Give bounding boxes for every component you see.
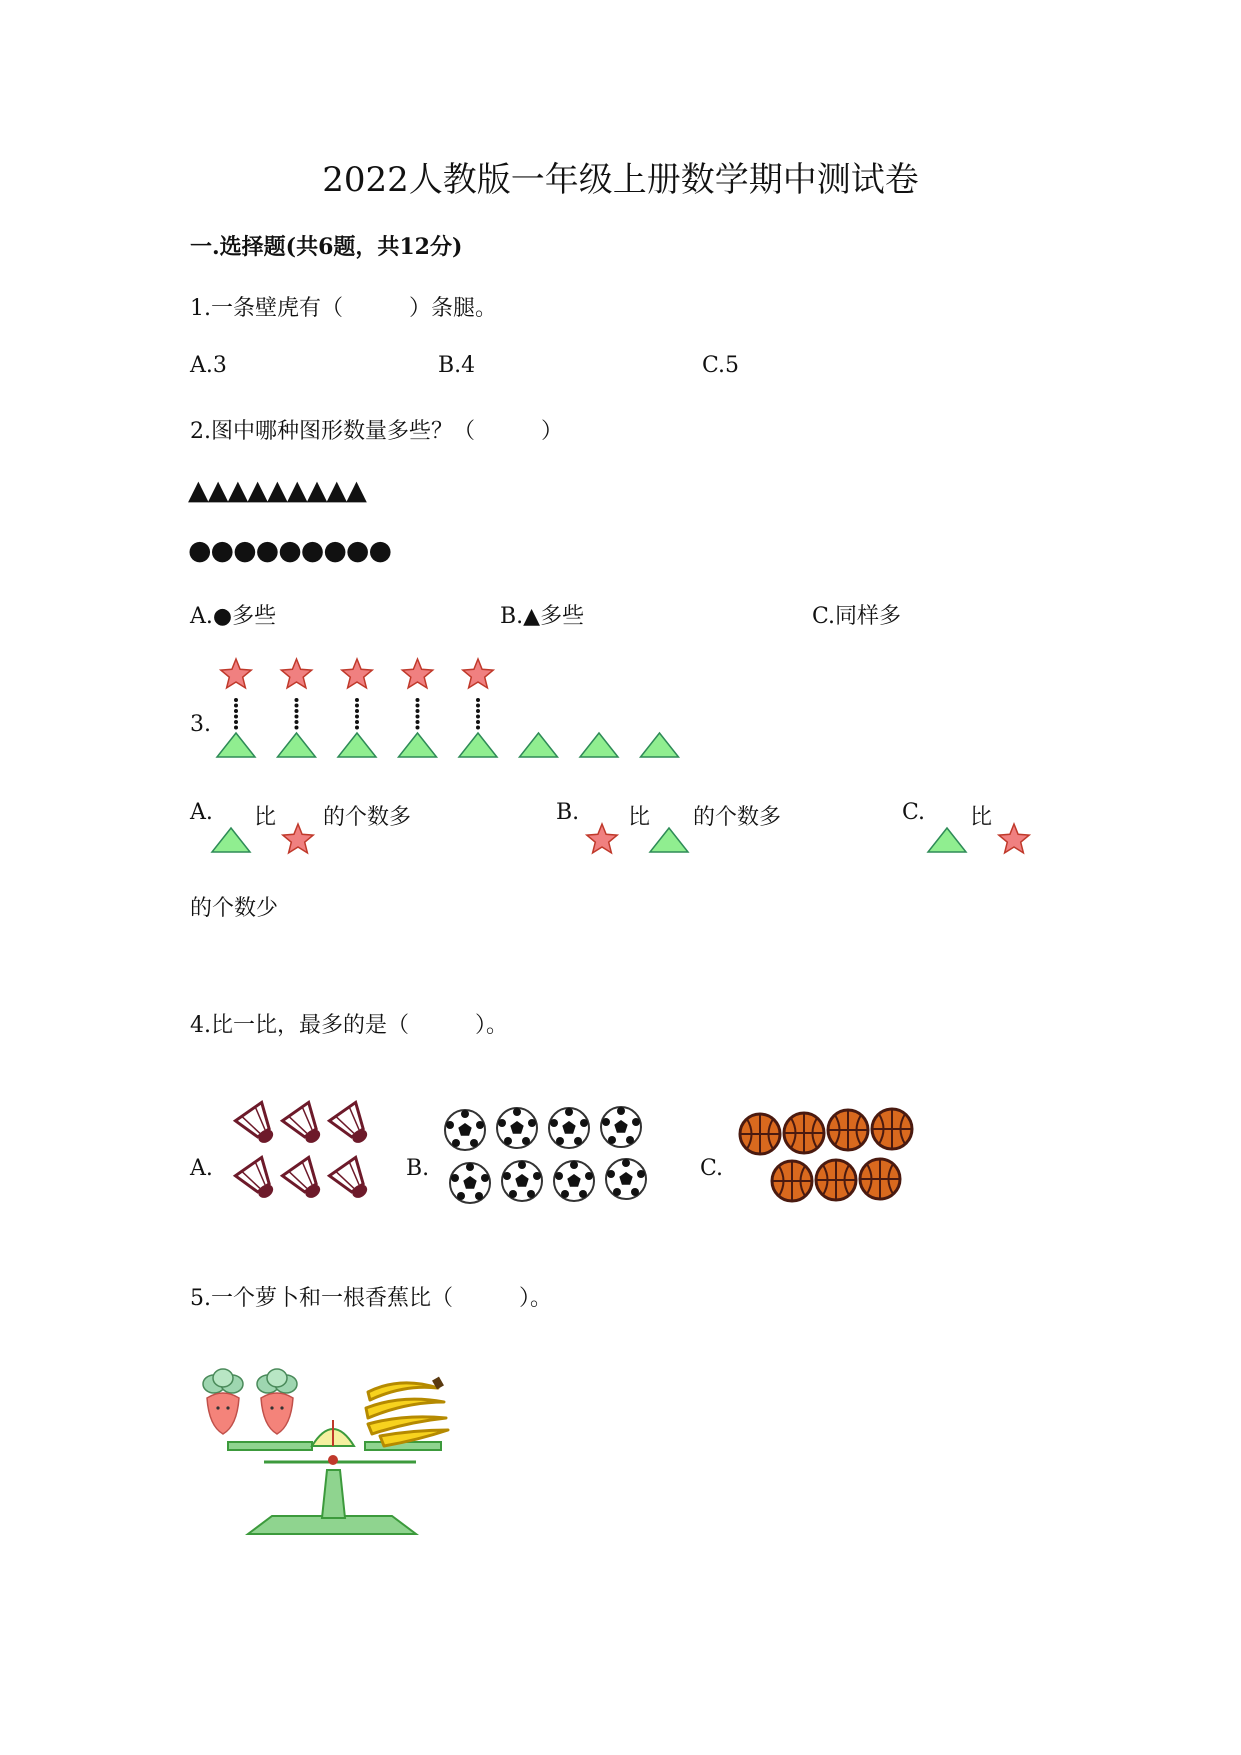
q3-option-b-suffix: 的个数多 (693, 805, 782, 830)
q2-option-a[interactable]: A.●多些 (190, 604, 277, 629)
question-4: 4.比一比，最多的是（ ）。 (190, 1013, 508, 1038)
section-heading: 一.选择题(共6题，共12分) (190, 234, 463, 260)
q1-option-b[interactable]: B.4 (438, 353, 476, 378)
q4-option-a[interactable]: A. (190, 1156, 213, 1181)
q3-option-c-word: 比 (970, 805, 993, 830)
q3-option-c-label[interactable]: C. (902, 800, 926, 825)
radish-icon (257, 1369, 297, 1434)
page-title: 2022人教版一年级上册数学期中测试卷 (322, 160, 919, 200)
scale-pivot (328, 1455, 338, 1465)
q3-option-b-label[interactable]: B. (556, 800, 580, 825)
q1-option-a[interactable]: A.3 (190, 353, 227, 378)
q4-option-b[interactable]: B. (406, 1156, 430, 1181)
q3-option-a-label[interactable]: A. (190, 800, 213, 825)
question-3-number: 3. (190, 712, 211, 737)
radish-icon (203, 1369, 243, 1434)
circle-row: ●●●●●●●●● (188, 535, 392, 566)
question-2: 2.图中哪种图形数量多些？（ ） (190, 419, 563, 444)
q4-option-c[interactable]: C. (700, 1156, 724, 1181)
q1-option-c[interactable]: C.5 (702, 353, 740, 378)
q3-option-a-word: 比 (254, 805, 277, 830)
scale-stand (322, 1470, 345, 1518)
question-5: 5.一个萝卜和一根香蕉比（ ）。 (190, 1286, 552, 1311)
q3-option-a-suffix: 的个数多 (323, 805, 412, 830)
triangle-row: ▲▲▲▲▲▲▲▲▲ (188, 475, 366, 506)
banana-bunch-icon (366, 1377, 448, 1446)
question-1: 1.一条壁虎有（ ）条腿。 (190, 296, 497, 321)
q2-option-c[interactable]: C.同样多 (812, 604, 902, 629)
q3-option-c-suffix: 的个数少 (190, 896, 279, 921)
q3-option-b-word: 比 (628, 805, 651, 830)
scale-left-pan (228, 1442, 312, 1450)
q2-option-b[interactable]: B.▲多些 (500, 604, 585, 629)
